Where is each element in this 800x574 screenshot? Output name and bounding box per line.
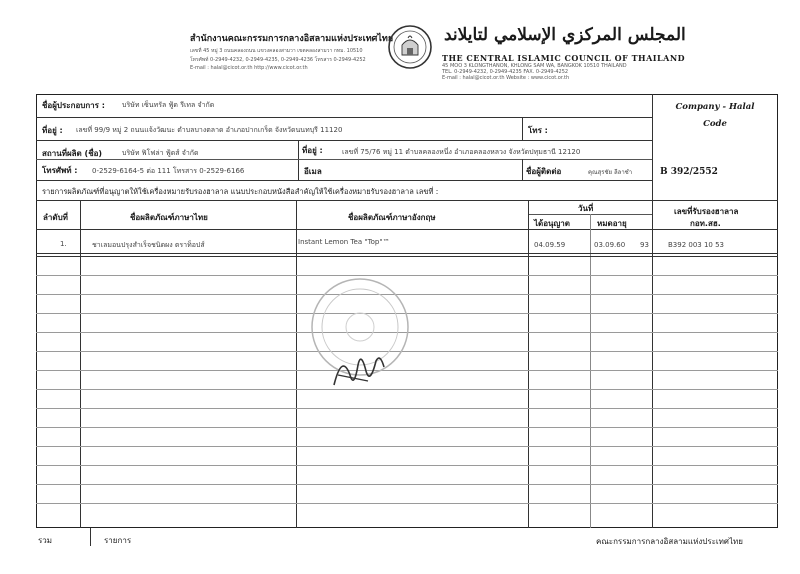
- row-no: 1.: [60, 240, 67, 248]
- items-label: รายการ: [104, 536, 132, 545]
- row-double-rule: [36, 253, 778, 254]
- contact-label: ชื่อผู้ติดต่อ: [526, 167, 562, 176]
- sidebar-divider: [652, 94, 653, 200]
- org-address-thai-2: โทรศัพท์ 0-2949-4232, 0-2949-4235, 0-2949-4236 โทรสาร 0-2949-4252: [190, 57, 366, 63]
- company-halal-label-1: Company - Halal: [675, 102, 755, 112]
- email-label: อีเมล: [304, 167, 322, 176]
- row-cert-no: B392 003 10 53: [668, 241, 725, 249]
- blank-row: [36, 427, 778, 428]
- row-double-rule: [36, 256, 778, 257]
- org-contact-thai: E-mail : halal@cicot.or.th http://www.cicot.or.th: [190, 65, 308, 71]
- table-header-bottom: [36, 229, 778, 230]
- org-address-thai-1: เลขที่ 45 หมู่ 3 ถนนคลองถนน แขวงคลองสามวา เขตคลองสามวา กทม. 10510: [190, 48, 363, 54]
- contact-value: คุณสุรชัย ลีลาชำ: [588, 169, 633, 176]
- footer-divider: [90, 528, 91, 546]
- contact-divider: [522, 159, 523, 180]
- row-divider: [36, 117, 652, 118]
- company-halal-code: B 392/2552: [660, 167, 718, 177]
- phone-label: โทร :: [528, 126, 548, 135]
- blank-row: [36, 465, 778, 466]
- row-divider: [36, 140, 652, 141]
- signature-icon: [328, 345, 390, 393]
- col-permit-header: ได้อนุญาต: [534, 219, 570, 228]
- factory-address-label: ที่อยู่ :: [302, 146, 323, 155]
- col-divider: [80, 200, 81, 528]
- org-address-english-1: 45 MOO 3 KLONGTHANON, KHLONG SAM WA, BANGKOK 10510 THAILAND: [442, 63, 627, 69]
- org-name-english: THE CENTRAL ISLAMIC COUNCIL OF THAILAND: [442, 53, 686, 63]
- phone-divider: [522, 117, 523, 140]
- product-list-label: รายการผลิตภัณฑ์ที่อนุญาตให้ใช้เครื่องหมายรับรองฮาลาล แนบประกอบหนังสือสำคัญให้ใช้เครื่องหมายรับรองฮาลาล เลขที่ :: [42, 187, 439, 196]
- row-expire-date: 03.09.60: [594, 241, 626, 249]
- col-divider: [296, 200, 297, 528]
- table-top-border: [36, 200, 778, 201]
- row-permit-date: 04.09.59: [534, 241, 566, 249]
- factory-label: สถานที่ผลิต (ชื่อ): [42, 149, 103, 158]
- row-divider: [36, 159, 652, 160]
- operator-value: บริษัท เซ็นทรัล ฟู้ด รีเทล จำกัด: [122, 101, 215, 109]
- blank-row: [36, 408, 778, 409]
- blank-row: [36, 446, 778, 447]
- col-expire-header: หมดอายุ: [597, 219, 627, 228]
- row-thai-name: ชาเลมอนปรุงสำเร็จชนิดผง ตราท็อปส์: [92, 241, 205, 249]
- row-extra: 93: [640, 241, 649, 249]
- col-date-header: วันที่: [578, 204, 594, 213]
- blank-row: [36, 484, 778, 485]
- total-label: รวม: [38, 536, 53, 545]
- address-value: เลขที่ 99/9 หมู่ 2 ถนนแจ้งวัฒนะ ตำบลบางตลาด อำเภอปากเกร็ด จังหวัดนนทบุรี 11120: [76, 126, 343, 134]
- col-divider: [590, 214, 591, 528]
- factory-divider: [298, 140, 299, 180]
- col-no-header: ลำดับที่: [43, 213, 68, 222]
- blank-row: [36, 389, 778, 390]
- col-divider: [528, 200, 529, 528]
- council-footer-name: คณะกรรมการกลางอิสลามแห่งประเทศไทย: [596, 537, 743, 546]
- telephone-label: โทรศัพท์ :: [42, 166, 78, 175]
- row-divider: [36, 180, 652, 181]
- telephone-value: 0-2529-6164-5 ต่อ 111 โทรสาร 0-2529-6166: [92, 167, 245, 175]
- org-name-thai: สำนักงานคณะกรรมการกลางอิสลามแห่งประเทศไทย: [190, 34, 394, 44]
- col-cert-header-1: เลขที่รับรองฮาลาล: [674, 207, 739, 216]
- address-label: ที่อยู่ :: [42, 126, 63, 135]
- col-english-name-header: ชื่อผลิตภัณฑ์ภาษาอังกฤษ: [348, 213, 436, 222]
- company-halal-label-2: Code: [703, 119, 727, 129]
- council-seal-icon: [387, 24, 433, 70]
- operator-label: ชื่อผู้ประกอบการ :: [42, 101, 105, 110]
- col-cert-header-2: กอท.สฮ.: [690, 219, 721, 228]
- org-address-english-2: TEL. 0-2949-4232, 0-2949-4235 FAX. 0-2949-4252: [442, 69, 569, 75]
- factory-address-value: เลขที่ 75/76 หมู่ 11 ตำบลคลองหนึ่ง อำเภอคลองหลวง จังหวัดปทุมธานี 12120: [342, 148, 581, 156]
- factory-value: บริษัท ฟิโฟล่า ฟู้ดส์ จำกัด: [122, 149, 199, 157]
- col-thai-name-header: ชื่อผลิตภัณฑ์ภาษาไทย: [130, 213, 208, 222]
- blank-row: [36, 503, 778, 504]
- col-divider: [652, 200, 653, 528]
- org-name-arabic: المجلس المركزي الإسلامي لتايلاند: [444, 25, 686, 45]
- row-english-name: Instant Lemon Tea "Top"™: [298, 238, 390, 246]
- org-contact-english: E-mail : halal@cicot.or.th Website : www.cicot.or.th: [442, 75, 570, 81]
